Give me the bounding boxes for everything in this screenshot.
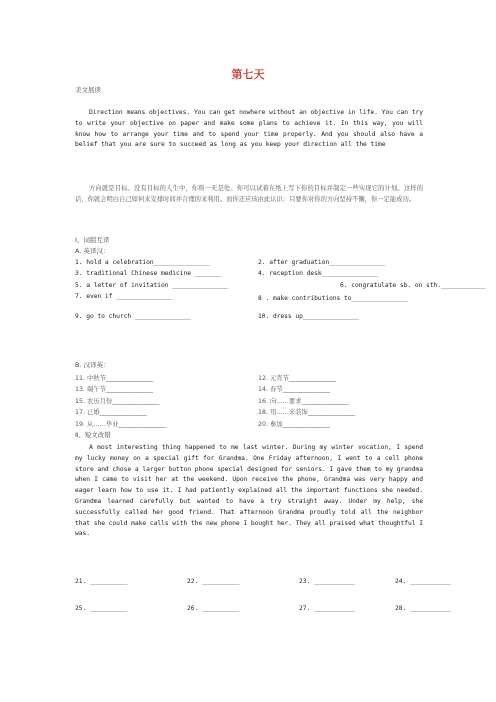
phrase-item: 11. 中秋节_______________ <box>75 375 154 382</box>
answer-blank: 23. ___________ <box>299 578 356 585</box>
error-correction-passage: A most interesting thing happened to me last winter. During my winter vocation, I spend my lucky money on a special gift for Grandma. One Friday afternoon, I went to a cell phone store and chose a larger button phone special designed for seniors. I gave them to my grandma when I came to visit her at the weekend. Upon receive the phone, Grandma was very happy and eager learn how to use it. I had patiently explained all the important functions she needed. Grandma learned carefully but wanted to have a try straight away. Under my help, she successfully called her good friend. That afternoon Grandma proudly told all the neighbor that she could make calls with the new phone I bought her. They all praised what thoughtful I was. <box>75 444 423 538</box>
phrase-item: 10. dress up_______________ <box>258 313 360 321</box>
phrase-row <box>75 293 423 313</box>
phrase-row <box>75 373 423 384</box>
phrase-row <box>75 281 486 293</box>
phrase-item: 18. 用……来装饰_______________ <box>258 409 356 417</box>
page-title: 第七天 <box>231 68 265 81</box>
part1-heading: Ⅰ、词组互译 <box>75 236 110 244</box>
answer-blank: 28. ___________ <box>395 605 452 612</box>
phrase-row <box>75 419 423 430</box>
phrase-item: 8 . make contributions to_______________ <box>258 295 408 303</box>
phrase-list-a <box>75 259 486 325</box>
phrase-row <box>75 407 423 418</box>
phrase-row <box>75 313 423 324</box>
answer-blank: 22. __________ <box>187 578 240 585</box>
phrase-item: 14. 春节_______________ <box>258 386 330 394</box>
phrase-item: 6. congratulate sb. on sth.____________ <box>340 281 486 289</box>
part2-heading: Ⅱ、短文改错 <box>75 431 111 439</box>
phrase-item: 19. 从……毕业_______________ <box>75 420 166 428</box>
phrase-row <box>75 270 423 281</box>
phrase-item: 1. hold a celebration_______________ <box>75 259 210 266</box>
phrase-item: 13. 端午节_______________ <box>75 386 154 394</box>
reading-english-paragraph: Direction means objectives. You can get nowhere without an objective in life. You can try to write your objective on paper and make some plans to achieve it. In this way, you will know how to arrange your time and to spend your time properly. And you should also have a belief that you are sure to succeed as long as you keep your direction all the time <box>75 109 423 149</box>
phrase-item: 3. traditional Chinese medicine _______ <box>75 270 221 278</box>
phrase-list-b <box>75 373 423 430</box>
answer-blanks <box>75 578 452 622</box>
phrase-row <box>75 259 423 270</box>
phrase-item: 4. reception desk_______________ <box>258 270 378 278</box>
phrase-item: 12. 元宵节_______________ <box>258 375 337 382</box>
answer-row <box>75 605 452 622</box>
phrase-item: 17. 已婚_______________ <box>75 409 147 417</box>
answer-blank: 25. __________ <box>75 605 128 612</box>
reading-section-heading: 美文展读 <box>75 86 101 94</box>
phrase-item: 2. after graduation_______________ <box>258 259 386 266</box>
phrase-item: 7. even if _______________ <box>75 293 173 301</box>
phrase-item: 5. a letter of invitation _______________ <box>75 281 229 289</box>
answer-blank: 24. ___________ <box>395 578 452 585</box>
partB-heading: B. 汉译英： <box>75 361 110 369</box>
partA-heading: A. 英译汉： <box>75 247 110 255</box>
answer-blank: 26. __________ <box>187 605 240 612</box>
phrase-item: 15. 农历月份_______________ <box>75 397 160 405</box>
phrase-item: 16. 向……要求_______________ <box>258 397 349 405</box>
answer-blank: 21. __________ <box>75 578 128 585</box>
answer-blank: 27. ___________ <box>299 605 356 612</box>
phrase-item: 20. 参加_______________ <box>258 420 330 428</box>
reading-chinese-paragraph: 方向就是目标。没有目标的人生中，你将一无是处。你可以试着在纸上写下你的目标并制定一些实现它的计划。这样的话，你就会明白自己如何来安排时间并合理的来利用。而你还应该由此认识：只要你对你的方向坚持不懈，你一定能成功。 <box>75 185 423 203</box>
phrase-row <box>75 384 423 395</box>
phrase-row <box>75 396 423 407</box>
phrase-item: 9. go to church _______________ <box>75 313 191 321</box>
answer-row <box>75 578 452 595</box>
